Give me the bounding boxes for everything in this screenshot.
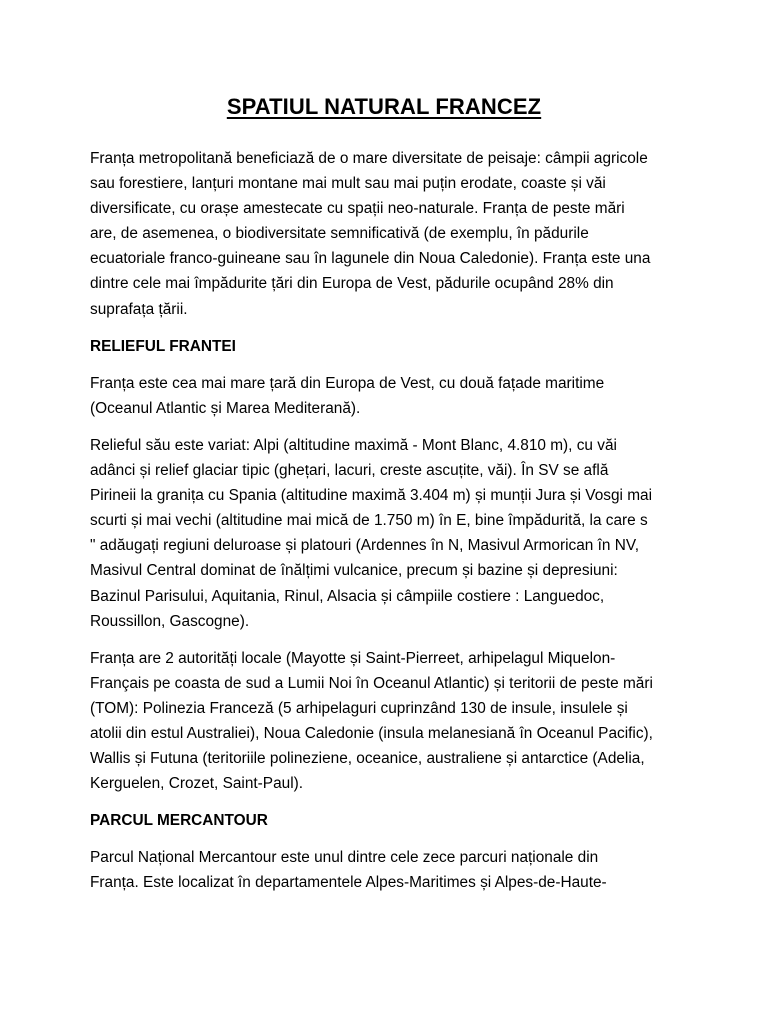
document-body bbox=[90, 146, 686, 908]
text-line: are, de asemenea, o biodiversitate semnificativă (de exemplu, în pădurile bbox=[90, 225, 589, 243]
text-line: Franța. Este localizat în departamentele Alpes-Maritimes și Alpes-de-Haute- bbox=[90, 874, 607, 892]
paragraph-territories bbox=[90, 646, 686, 797]
text-line: ecuatoriale franco-guineane sau în lagunele din Noua Caledonie). Franța este una bbox=[90, 250, 651, 268]
paragraph-mercantour bbox=[90, 845, 686, 895]
paragraph-relief-details bbox=[90, 433, 686, 634]
text-line: adânci și relief glaciar tipic (ghețari, lacuri, creste ascuțite, văi). În SV se află bbox=[90, 462, 609, 480]
text-line: suprafața țării. bbox=[90, 300, 188, 318]
text-line: (TOM): Polinezia Franceză (5 arhipelaguri cuprinzând 130 de insule, insulele și bbox=[90, 699, 628, 717]
text-line: atolii din estul Australiei), Noua Caledonie (insula melanesiană în Oceanul Pacific), bbox=[90, 724, 653, 742]
paragraph-intro bbox=[90, 146, 686, 322]
text-line: " adăugați regiuni deluroase și platouri (Ardennes în N, Masivul Armorican în NV, bbox=[90, 537, 639, 555]
text-line: Pirineii la granița cu Spania (altitudine maximă 3.404 m) și munții Jura și Vosgi mai bbox=[90, 487, 653, 505]
text-line: Franța este cea mai mare țară din Europa de Vest, cu două fațade maritime bbox=[90, 374, 605, 392]
section-heading-mercantour: PARCUL MERCANTOUR bbox=[90, 812, 268, 830]
section-heading-relief: RELIEFUL FRANTEI bbox=[90, 337, 236, 355]
text-line: dintre cele mai împădurite țări din Europa de Vest, pădurile ocupând 28% din bbox=[90, 275, 614, 293]
text-line: Bazinul Parisului, Aquitania, Rinul, Alsacia și câmpiile costiere : Languedoc, bbox=[90, 587, 605, 605]
text-line: Masivul Central dominat de înălțimi vulcanice, precum și bazine și depresiuni: bbox=[90, 562, 618, 580]
text-line: Français pe coasta de sud a Lumii Noi în Oceanul Atlantic) și teritorii de peste mări bbox=[90, 674, 653, 692]
text-line: Franța metropolitană beneficiază de o mare diversitate de peisaje: câmpii agricole bbox=[90, 150, 648, 167]
paragraph-relief-intro bbox=[90, 371, 686, 421]
document-title: SPATIUL NATURAL FRANCEZ bbox=[226, 94, 542, 119]
text-line: Kerguelen, Crozet, Saint-Paul). bbox=[90, 775, 304, 793]
text-line: Roussillon, Gascogne). bbox=[90, 612, 250, 630]
text-line: scurti și mai vechi (altitudine mai mică de 1.750 m) în E, bine împădurită, la care s bbox=[90, 512, 648, 530]
text-line: Relieful său este variat: Alpi (altitudine maximă - Mont Blanc, 4.810 m), cu văi bbox=[90, 436, 617, 454]
text-line: diversificate, cu orașe amestecate cu spații neo-naturale. Franța de peste mări bbox=[90, 200, 625, 218]
text-line: (Oceanul Atlantic și Marea Mediterană). bbox=[90, 399, 361, 417]
text-line: sau forestiere, lanțuri montane mai mult sau mai puțin erodate, coaste și văi bbox=[90, 175, 606, 193]
text-line: Franța are 2 autorități locale (Mayotte și Saint-Pierreet, arhipelagul Miquelon- bbox=[90, 649, 616, 667]
text-line: Wallis și Futuna (teritoriile polineziene, oceanice, australiene și antarctice (Adelia, bbox=[90, 750, 645, 768]
text-line: Parcul Național Mercantour este unul dintre cele zece parcuri naționale din bbox=[90, 849, 599, 867]
